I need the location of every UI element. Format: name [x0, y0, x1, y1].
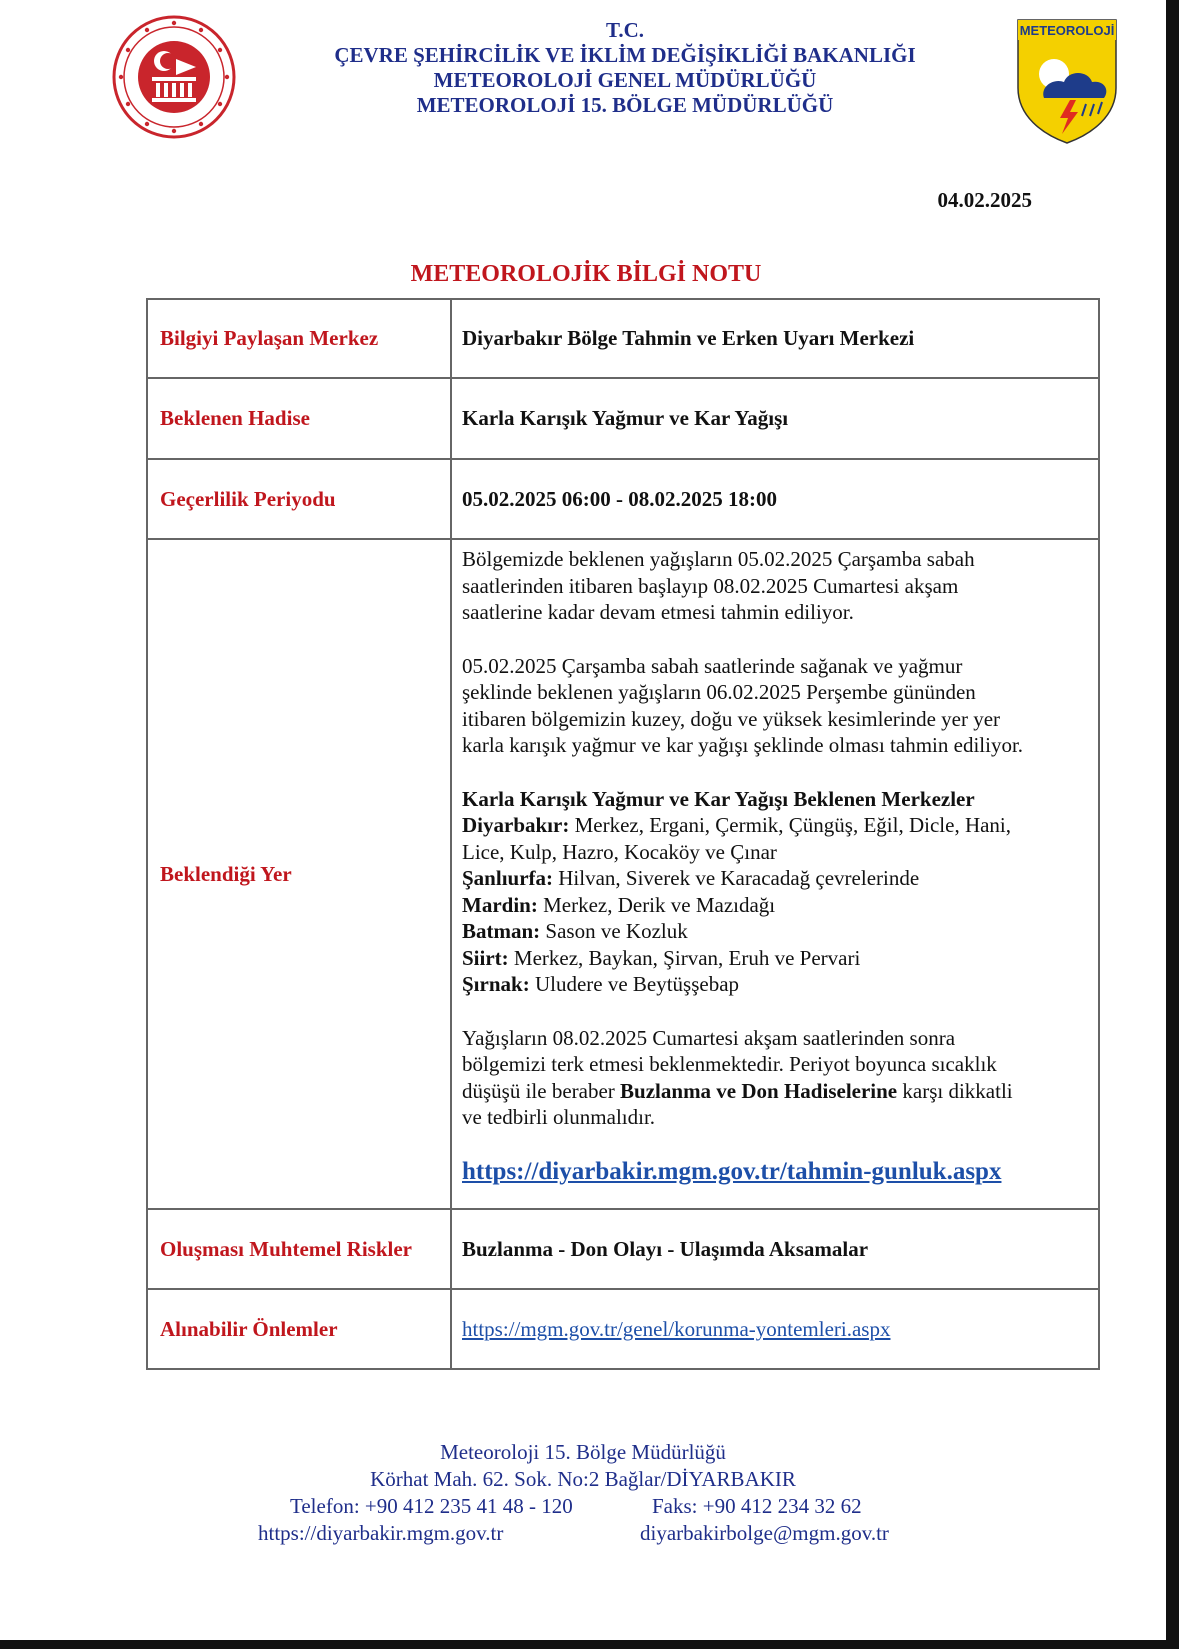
value-possible-risks: Buzlanma - Don Olayı - Ulaşımda Aksamalar	[462, 1236, 869, 1261]
value-validity-period: 05.02.2025 06:00 - 08.02.2025 18:00	[462, 486, 777, 511]
logo-text: METEOROLOJİ	[1019, 23, 1115, 38]
table-row-expected-location	[148, 538, 1098, 1208]
label-precautions: Alınabilir Önlemler	[148, 1290, 452, 1368]
document-title: METEOROLOJİK BİLGİ NOTU	[410, 261, 762, 287]
forecast-paragraph-1: Bölgemizde beklenen yağışların 05.02.2025 Çarşamba sabah saatlerinden itibaren başlayıp 08.02.2025 Cumartesi akşam saatlerine kadar devam etmesi tahmin ediliyor.	[462, 547, 975, 624]
expected-centers-list	[462, 786, 1090, 998]
header-line-tc: T.C.	[605, 18, 645, 42]
footer-phone: Telefon: +90 412 235 41 48 - 120	[290, 1494, 573, 1518]
footer-website[interactable]: https://diyarbakir.mgm.gov.tr	[258, 1521, 504, 1545]
table-row-expected-event	[148, 377, 1098, 458]
table-row-validity-period	[148, 458, 1098, 538]
ministry-seal-icon	[112, 15, 236, 139]
warning-phrase: Buzlanma ve Don Hadiselerine	[620, 1078, 898, 1103]
info-table	[146, 298, 1100, 1370]
daily-forecast-link[interactable]: https://diyarbakir.mgm.gov.tr/tahmin-gunluk.aspx	[462, 1157, 1002, 1185]
value-sharing-center: Diyarbakır Bölge Tahmin ve Erken Uyarı Merkezi	[462, 326, 915, 350]
precautions-link[interactable]: https://mgm.gov.tr/genel/korunma-yontemleri.aspx	[462, 1316, 891, 1341]
header-line-region: METEOROLOJİ 15. BÖLGE MÜDÜRLÜĞÜ	[416, 93, 834, 117]
list-item: Batman: Sason ve Kozluk	[462, 919, 688, 943]
document-date: 04.02.2025	[937, 188, 1032, 212]
label-expected-event: Beklenen Hadise	[148, 379, 452, 458]
table-row-sharing-center	[148, 300, 1098, 377]
forecast-paragraph-2: 05.02.2025 Çarşamba sabah saatlerinde sağanak ve yağmur şeklinde beklenen yağışların 06.02.2025 Perşembe gününden itibaren bölgemizin kuzey, doğu ve yüksek kesimlerinde yer yer karla karışık yağmur ve kar yağışı şeklinde olması tahmin ediliyor.	[462, 653, 1024, 757]
header-line-ministry: ÇEVRE ŞEHİRCİLİK VE İKLİM DEĞİŞİKLİĞİ BAKANLIĞI	[334, 43, 916, 67]
ministry-header	[280, 18, 970, 118]
footer-fax: Faks: +90 412 234 32 62	[652, 1494, 862, 1518]
footer-address: Körhat Mah. 62. Sok. No:2 Bağlar/DİYARBAKIR	[370, 1467, 796, 1491]
label-possible-risks: Oluşması Muhtemel Riskler	[148, 1210, 452, 1288]
value-precautions	[452, 1290, 1098, 1368]
forecast-paragraph-3: Yağışların 08.02.2025 Cumartesi akşam saatlerinden sonra bölgemizi terk etmesi beklenmektedir. Periyot boyunca sıcaklık düşüşü ile beraber Buzlanma ve Don Hadiselerine karşı dikkatli ve tedbirli olunmalıdır.	[462, 1025, 1013, 1129]
list-item: Lice, Kulp, Hazro, Kocaköy ve Çınar	[462, 839, 777, 864]
list-item: Diyarbakır: Merkez, Ergani, Çermik, Çüngüş, Eğil, Dicle, Hani,	[462, 813, 1012, 837]
document-footer	[0, 1439, 1166, 1547]
header-line-directorate: METEOROLOJİ GENEL MÜDÜRLÜĞÜ	[433, 68, 817, 92]
list-item: Şanlıurfa: Hilvan, Siverek ve Karacadağ çevrelerinde	[462, 866, 920, 890]
meteoroloji-logo-icon	[1014, 16, 1120, 146]
footer-directorate: Meteoroloji 15. Bölge Müdürlüğü	[440, 1440, 726, 1464]
table-row-precautions	[148, 1288, 1098, 1368]
label-sharing-center: Bilgiyi Paylaşan Merkez	[148, 300, 452, 377]
list-item: Mardin: Merkez, Derik ve Mazıdağı	[462, 892, 776, 917]
list-item: Şırnak: Uludere ve Beytüşşebap	[462, 972, 740, 996]
list-item: Siirt: Merkez, Baykan, Şirvan, Eruh ve Pervari	[462, 945, 861, 970]
footer-email[interactable]: diyarbakirbolge@mgm.gov.tr	[640, 1521, 889, 1545]
centers-heading: Karla Karışık Yağmur ve Kar Yağışı Beklenen Merkezler	[462, 786, 975, 811]
label-expected-location: Beklendiği Yer	[148, 540, 452, 1208]
value-expected-location	[452, 540, 1098, 1208]
value-expected-event: Karla Karışık Yağmur ve Kar Yağışı	[462, 406, 789, 430]
label-validity-period: Geçerlilik Periyodu	[148, 460, 452, 538]
table-row-possible-risks	[148, 1208, 1098, 1288]
